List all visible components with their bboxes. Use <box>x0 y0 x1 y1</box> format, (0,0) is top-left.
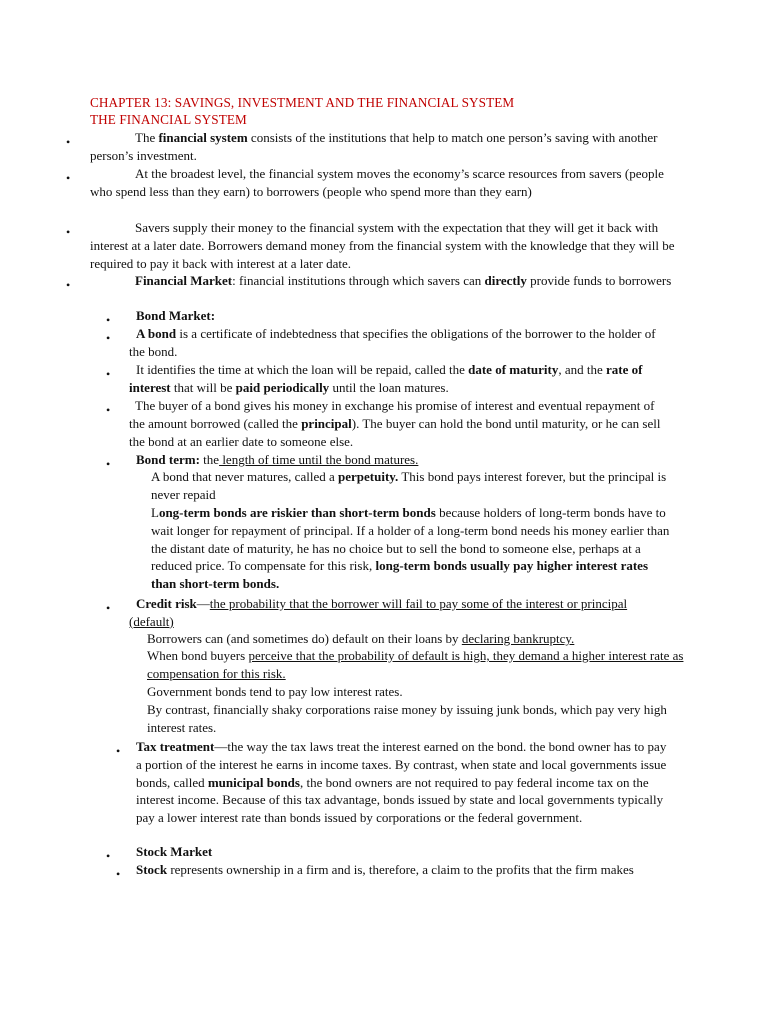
bullet-icon: • <box>106 313 111 327</box>
bullet-icon: • <box>106 403 111 417</box>
bullet-icon: • <box>66 171 71 185</box>
stock-market-heading: Stock Market <box>136 844 213 859</box>
paragraph-default: Borrowers can (and sometimes do) default on their loans by declaring bankruptcy. <box>147 631 575 646</box>
paragraph-bond-definition: A bond is a certificate of indebtedness that specifies the obligations of the borrower to the holder of the bond. <box>129 326 656 359</box>
paragraph-government-bonds: Government bonds tend to pay low interest rates. <box>147 684 403 699</box>
bullet-icon: • <box>106 367 111 381</box>
bullet-icon: • <box>116 744 121 758</box>
bond-term-heading: Bond term: the length of time until the bond matures. <box>136 452 419 467</box>
chapter-title: CHAPTER 13: SAVINGS, INVESTMENT AND THE FINANCIAL SYSTEM <box>90 95 515 110</box>
paragraph-default-high: When bond buyers perceive that the probability of default is high, they demand a higher interest rate as compensation for this risk. <box>147 648 684 681</box>
credit-risk-heading: Credit risk—the probability that the borrower will fail to pay some of the interest or principal (default) <box>129 596 628 629</box>
paragraph-tax-treatment: Tax treatment—the way the tax laws treat the interest earned on the bond. the bond owner has to pay a portion of the interest he earns in income taxes. By contrast, when state and local governments issue bonds, called municipal bonds, the bond owners are not required to pay federal income tax on the interest income. Because of this tax advantage, bonds issued by state and local governments typically pay a lower interest rate than bonds issued by corporations or the federal government. <box>136 739 667 826</box>
bullet-icon: • <box>66 225 71 239</box>
paragraph-savers-supply: Savers supply their money to the financial system with the expectation that they will get it back with interest at a later date. Borrowers demand money from the financial system with the knowledge that they will be required to pay it back with interest at a later date. <box>90 220 675 271</box>
bullet-icon: • <box>106 457 111 471</box>
bond-market-heading: Bond Market: <box>136 308 216 323</box>
bullet-icon: • <box>66 135 71 149</box>
paragraph-perpetuity: A bond that never matures, called a perpetuity. This bond pays interest forever, but the principal is never repaid <box>151 469 667 502</box>
bullet-icon: • <box>116 867 121 881</box>
bullet-icon: • <box>106 331 111 345</box>
paragraph-junk-bonds: By contrast, financially shaky corporations raise money by issuing junk bonds, which pay very high interest rates. <box>147 702 667 735</box>
paragraph-broadest-level: At the broadest level, the financial system moves the economy’s scarce resources from savers (people who spend less than they earn) to borrowers (people who spend more than they earn) <box>90 166 664 199</box>
paragraph-long-term-risk: Long-term bonds are riskier than short-term bonds because holders of long-term bonds have to wait longer for repayment of principal. If a holder of a long-term bond needs his money earlier than the distant date of maturity, he has no choice but to sell the bond to someone else, perhaps at a reduced price. To compensate for this risk, long-term bonds usually pay higher interest rates than short-term bonds. <box>151 505 670 592</box>
paragraph-bond-buyer: The buyer of a bond gives his money in exchange his promise of interest and eventual repayment of the amount borrowed (called the principal). The buyer can hold the bond until maturity, or he can sell the bond at an earlier date to someone else. <box>129 398 661 449</box>
bullet-icon: • <box>66 278 71 292</box>
section-title: THE FINANCIAL SYSTEM <box>90 112 247 127</box>
bullet-icon: • <box>106 601 111 615</box>
paragraph-financial-system: The financial system consists of the institutions that help to match one person’s saving with another person’s investment. <box>90 130 658 163</box>
bullet-icon: • <box>106 849 111 863</box>
paragraph-stock: Stock represents ownership in a firm and is, therefore, a claim to the profits that the firm makes <box>136 862 634 877</box>
paragraph-maturity: It identifies the time at which the loan will be repaid, called the date of maturity, and the rate of interest that will be paid periodically until the loan matures. <box>129 362 643 395</box>
paragraph-financial-market: Financial Market: financial institutions through which savers can directly provide funds to borrowers <box>135 273 672 288</box>
